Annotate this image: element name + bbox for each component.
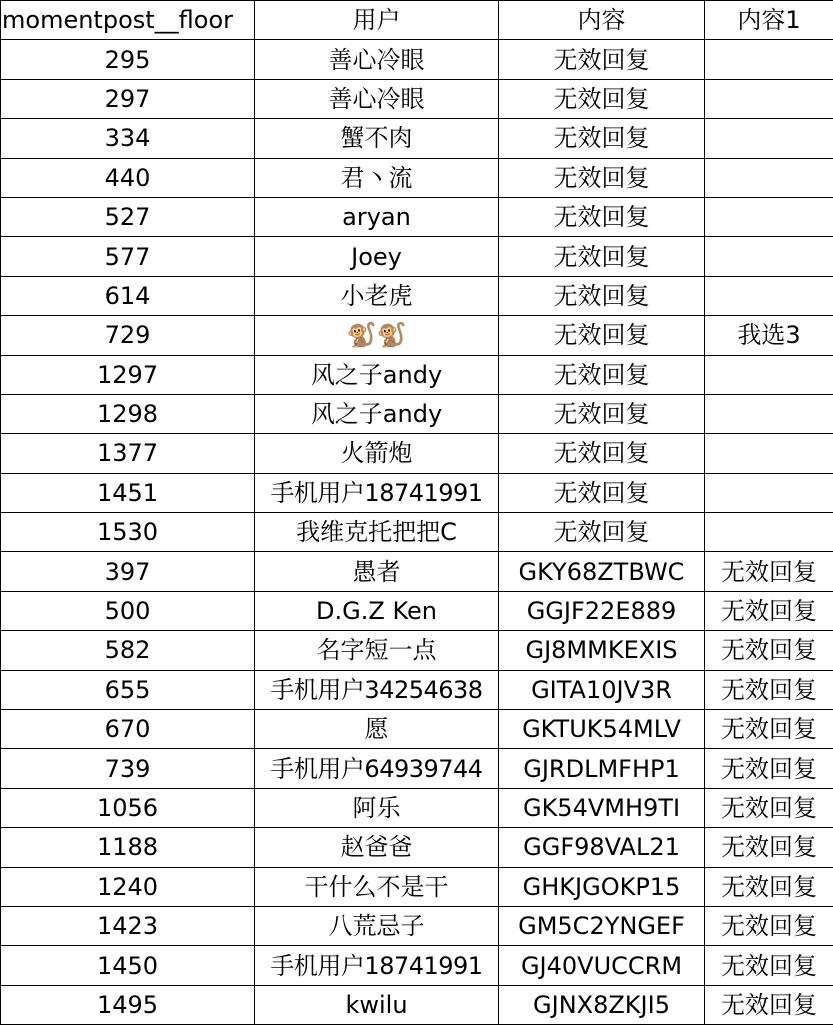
cell-user: 手机用户64939744 <box>255 749 499 788</box>
cell-user: 我维克托把把C <box>255 513 499 552</box>
cell-content: GM5C2YNGEF <box>499 906 705 945</box>
cell-user: D.G.Z Ken <box>255 591 499 630</box>
cell-content1 <box>705 40 833 79</box>
cell-content: 无效回复 <box>499 434 705 473</box>
cell-user: aryan <box>255 197 499 236</box>
cell-content: GK54VMH9TI <box>499 788 705 827</box>
table-row <box>1 79 833 118</box>
header-user: 用户 <box>255 1 499 40</box>
table-row <box>1 276 833 315</box>
cell-user: 善心冷眼 <box>255 79 499 118</box>
cell-content1 <box>705 434 833 473</box>
cell-content1: 无效回复 <box>705 906 833 945</box>
cell-content1: 无效回复 <box>705 749 833 788</box>
cell-user: kwilu <box>255 985 499 1024</box>
cell-user: 干什么不是干 <box>255 867 499 906</box>
cell-floor: 1297 <box>1 355 255 394</box>
table-row <box>1 867 833 906</box>
cell-user: 赵爸爸 <box>255 828 499 867</box>
cell-user: 火箭炮 <box>255 434 499 473</box>
header-floor: momentpost__floor <box>1 1 255 40</box>
table-row <box>1 394 833 433</box>
cell-user: 风之子andy <box>255 394 499 433</box>
table-row <box>1 119 833 158</box>
cell-content1: 无效回复 <box>705 867 833 906</box>
header-content1: 内容1 <box>705 1 833 40</box>
cell-content: 无效回复 <box>499 276 705 315</box>
cell-content1: 无效回复 <box>705 946 833 985</box>
cell-content1: 无效回复 <box>705 591 833 630</box>
cell-floor: 334 <box>1 119 255 158</box>
cell-user: 风之子andy <box>255 355 499 394</box>
cell-content: GJNX8ZKJI5 <box>499 985 705 1024</box>
cell-content1: 无效回复 <box>705 985 833 1024</box>
cell-user: 君丶流 <box>255 158 499 197</box>
cell-floor: 397 <box>1 552 255 591</box>
table-row <box>1 316 833 355</box>
cell-content1 <box>705 237 833 276</box>
cell-floor: 577 <box>1 237 255 276</box>
table-row <box>1 710 833 749</box>
cell-content1 <box>705 276 833 315</box>
cell-floor: 295 <box>1 40 255 79</box>
table-row <box>1 906 833 945</box>
cell-floor: 1188 <box>1 828 255 867</box>
cell-content1 <box>705 513 833 552</box>
cell-content: 无效回复 <box>499 79 705 118</box>
cell-floor: 655 <box>1 670 255 709</box>
cell-floor: 440 <box>1 158 255 197</box>
cell-user: 手机用户18741991 <box>255 473 499 512</box>
cell-content: GJ8MMKEXIS <box>499 631 705 670</box>
cell-content: 无效回复 <box>499 473 705 512</box>
cell-content: GJRDLMFHP1 <box>499 749 705 788</box>
cell-floor: 1450 <box>1 946 255 985</box>
cell-floor: 1298 <box>1 394 255 433</box>
cell-floor: 670 <box>1 710 255 749</box>
cell-user: 愚者 <box>255 552 499 591</box>
cell-floor: 739 <box>1 749 255 788</box>
cell-user: Joey <box>255 237 499 276</box>
cell-content: GITA10JV3R <box>499 670 705 709</box>
table-row <box>1 985 833 1024</box>
cell-content: 无效回复 <box>499 237 705 276</box>
cell-floor: 582 <box>1 631 255 670</box>
cell-floor: 614 <box>1 276 255 315</box>
cell-user: 手机用户18741991 <box>255 946 499 985</box>
cell-floor: 1495 <box>1 985 255 1024</box>
header-row <box>1 1 833 40</box>
cell-content: GKTUK54MLV <box>499 710 705 749</box>
cell-content1: 无效回复 <box>705 828 833 867</box>
cell-floor: 500 <box>1 591 255 630</box>
cell-content1: 无效回复 <box>705 631 833 670</box>
cell-content: 无效回复 <box>499 394 705 433</box>
cell-content: GJ40VUCCRM <box>499 946 705 985</box>
table-row <box>1 631 833 670</box>
table-row <box>1 513 833 552</box>
cell-content: 无效回复 <box>499 355 705 394</box>
cell-content: GKY68ZTBWC <box>499 552 705 591</box>
table-row <box>1 237 833 276</box>
cell-floor: 1423 <box>1 906 255 945</box>
cell-content: 无效回复 <box>499 316 705 355</box>
table-row <box>1 552 833 591</box>
cell-content1: 我选3 <box>705 316 833 355</box>
cell-floor: 1530 <box>1 513 255 552</box>
cell-floor: 1240 <box>1 867 255 906</box>
cell-content1 <box>705 119 833 158</box>
cell-floor: 527 <box>1 197 255 236</box>
table-row <box>1 355 833 394</box>
header-content: 内容 <box>499 1 705 40</box>
table-header <box>1 1 833 40</box>
cell-user: 蟹不肉 <box>255 119 499 158</box>
cell-user: 八荒忌子 <box>255 906 499 945</box>
table-row <box>1 946 833 985</box>
cell-content: 无效回复 <box>499 158 705 197</box>
cell-user: 善心冷眼 <box>255 40 499 79</box>
cell-content: 无效回复 <box>499 197 705 236</box>
table-row <box>1 434 833 473</box>
cell-content1 <box>705 158 833 197</box>
table-row <box>1 473 833 512</box>
cell-content: GGJF22E889 <box>499 591 705 630</box>
cell-content: GGF98VAL21 <box>499 828 705 867</box>
cell-user: 愿 <box>255 710 499 749</box>
cell-floor: 1377 <box>1 434 255 473</box>
cell-user: 阿乐 <box>255 788 499 827</box>
cell-content: GHKJGOKP15 <box>499 867 705 906</box>
cell-content1 <box>705 355 833 394</box>
cell-floor: 297 <box>1 79 255 118</box>
cell-content1: 无效回复 <box>705 710 833 749</box>
cell-content: 无效回复 <box>499 513 705 552</box>
cell-user: 名字短一点 <box>255 631 499 670</box>
table-row <box>1 591 833 630</box>
cell-content1 <box>705 79 833 118</box>
cell-floor: 729 <box>1 316 255 355</box>
cell-content1: 无效回复 <box>705 670 833 709</box>
table-row <box>1 40 833 79</box>
table-row <box>1 158 833 197</box>
cell-content1: 无效回复 <box>705 788 833 827</box>
table-row <box>1 749 833 788</box>
cell-floor: 1451 <box>1 473 255 512</box>
cell-user: 🐒🐒 <box>255 316 499 355</box>
table-row <box>1 670 833 709</box>
cell-content1 <box>705 473 833 512</box>
cell-content1: 无效回复 <box>705 552 833 591</box>
cell-floor: 1056 <box>1 788 255 827</box>
cell-content: 无效回复 <box>499 119 705 158</box>
cell-user: 手机用户34254638 <box>255 670 499 709</box>
cell-content1 <box>705 197 833 236</box>
table-body <box>1 40 833 1025</box>
cell-content: 无效回复 <box>499 40 705 79</box>
cell-user: 小老虎 <box>255 276 499 315</box>
table-row <box>1 828 833 867</box>
table-row <box>1 197 833 236</box>
cell-content1 <box>705 394 833 433</box>
table-row <box>1 788 833 827</box>
